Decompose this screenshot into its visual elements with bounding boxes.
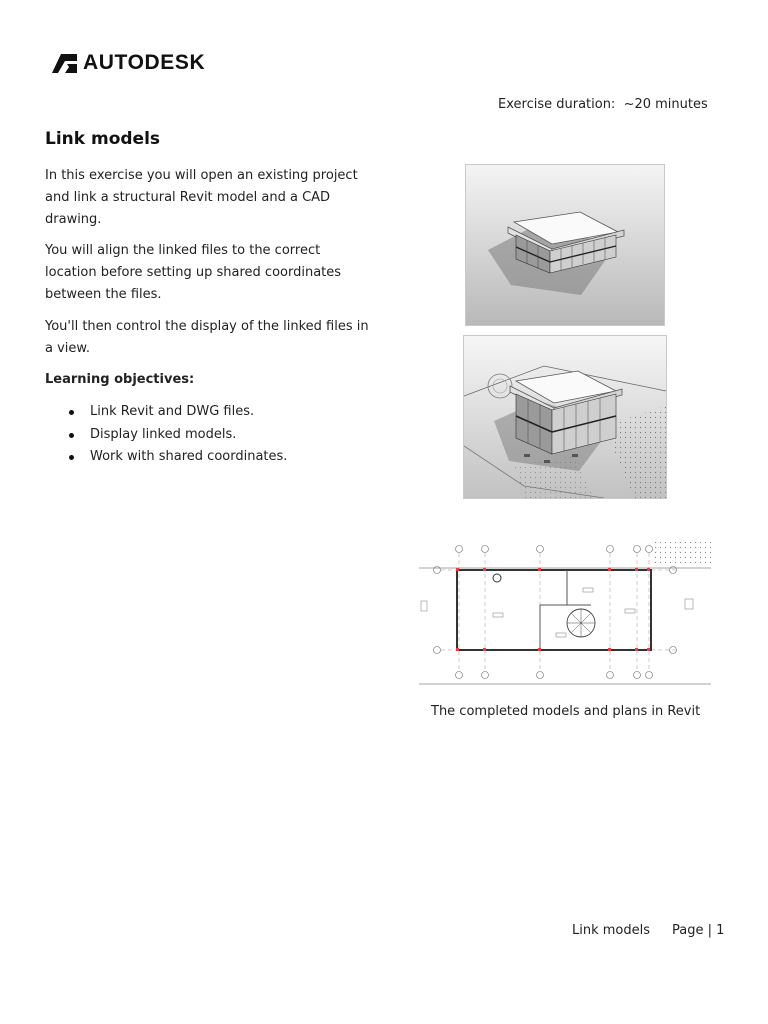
list-item: Link Revit and DWG files. bbox=[90, 401, 375, 424]
logo-text: AUTODESK bbox=[83, 51, 206, 74]
figure-caption: The completed models and plans in Revit bbox=[431, 704, 701, 719]
site-model-image bbox=[463, 335, 667, 499]
objectives-heading: Learning objectives: bbox=[45, 372, 195, 388]
floor-plan-image bbox=[419, 541, 711, 691]
autodesk-logo bbox=[52, 52, 205, 74]
autodesk-logo-icon bbox=[52, 54, 77, 73]
paragraph: You will align the linked files to the correct location before setting up shared coordinates between the files. bbox=[45, 243, 342, 302]
paragraph: You'll then control the display of the linked files in a view. bbox=[45, 318, 369, 356]
exercise-description bbox=[45, 165, 375, 469]
footer-title: Link models bbox=[572, 923, 651, 938]
page-number: Page | 1 bbox=[672, 923, 725, 938]
objectives-list bbox=[45, 401, 375, 469]
paragraph: In this exercise you will open an existing project and link a structural Revit model and a CAD drawing. bbox=[45, 168, 358, 227]
list-item: Work with shared coordinates. bbox=[90, 446, 375, 469]
page-title: Link models bbox=[45, 129, 161, 149]
list-item: Display linked models. bbox=[90, 424, 375, 447]
exercise-duration: Exercise duration: ~20 minutes bbox=[498, 97, 708, 112]
building-model-image bbox=[465, 164, 665, 326]
